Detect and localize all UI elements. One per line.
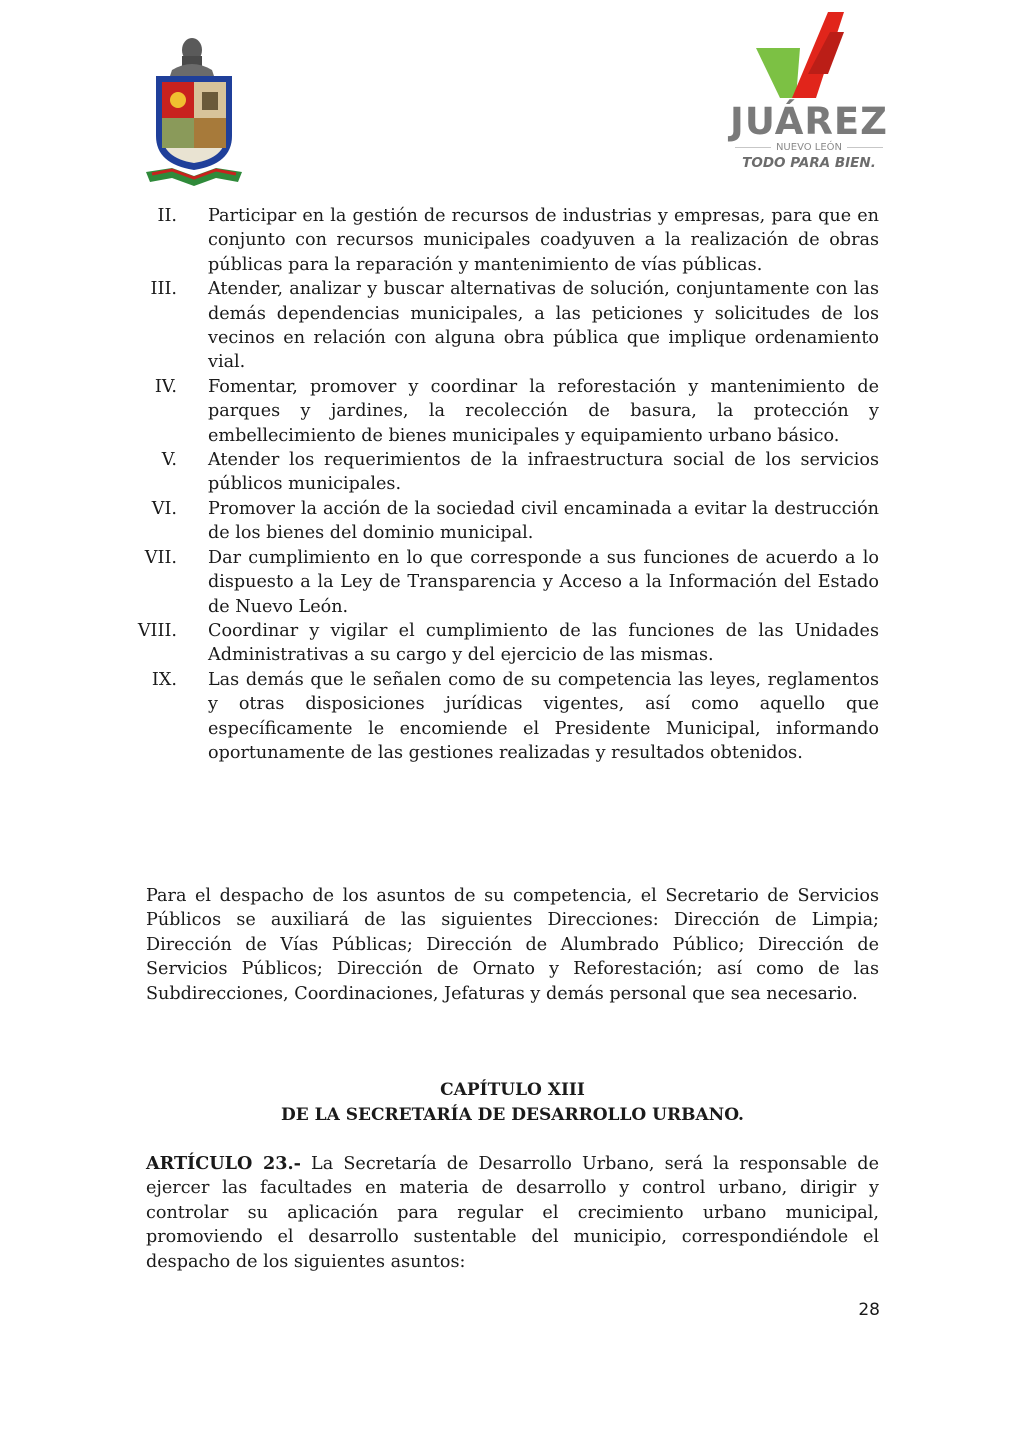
list-item-text: Dar cumplimiento en lo que corresponde a sus funciones de acuerdo a lo dispuesto a la Ley de Transparencia y Acceso a la Información del Estado de Nuevo León. — [208, 547, 879, 617]
list-item-number: III. — [150, 279, 177, 300]
page-number: 28 — [858, 1300, 880, 1320]
list-item — [132, 277, 879, 375]
article-23-paragraph — [146, 1152, 879, 1274]
article-text: La Secretaría de Desarrollo Urbano, será la responsable de ejercer las facultades en materia de desarrollo y control urbano, dirigir y controlar su aplicación para regular el crecimiento urbano municipal, promoviendo el desarrollo sustentable del municipio, correspondiéndole el despacho de los siguientes asuntos: — [146, 1154, 879, 1272]
municipal-crest-icon — [142, 36, 246, 186]
list-item — [132, 619, 879, 668]
list-item — [132, 375, 879, 448]
brand-tagline: TODO PARA BIEN. — [742, 155, 876, 171]
list-item-text: Atender los requerimientos de la infraestructura social de los servicios públicos municipales. — [208, 450, 879, 495]
brand-subtitle — [716, 142, 902, 153]
list-item — [132, 668, 879, 766]
brand-subtitle-text: NUEVO LEÓN — [775, 142, 843, 153]
list-item-number: VI. — [151, 498, 177, 519]
list-item — [132, 497, 879, 546]
chapter-title: DE LA SECRETARÍA DE DESARROLLO URBANO. — [281, 1105, 744, 1125]
list-item-number: IV. — [154, 376, 177, 397]
list-item-text: Coordinar y vigilar el cumplimiento de las funciones de las Unidades Administrativas a su cargo y del ejercicio de las mismas. — [208, 620, 879, 666]
list-item-number: II. — [157, 206, 177, 226]
list-item — [132, 204, 879, 277]
list-item-number: IX. — [151, 669, 177, 690]
list-item-text: Participar en la gestión de recursos de industrias y empresas, para que en conjunto con recursos municipales coadyuven a la realización de obras públicas para la reparación y mantenimiento de vías públicas. — [208, 206, 879, 275]
chapter-number: CAPÍTULO XIII — [440, 1080, 585, 1100]
directions-paragraph: Para el despacho de los asuntos de su competencia, el Secretario de Servicios Públicos se auxiliará de las siguientes Direcciones: Dirección de Limpia; Dirección de Vías Públicas; Dirección de Alumbrado Público; Dirección de Servicios Públicos; Dirección de Ornato y Reforestación; así como de las Subdirecciones, Coordinaciones, Jefaturas y demás personal que sea necesario. — [146, 886, 879, 1004]
juarez-brand-logo — [716, 12, 902, 177]
article-label: ARTÍCULO 23.- — [146, 1153, 301, 1174]
list-item — [132, 448, 879, 497]
list-item-number: VIII. — [137, 620, 177, 641]
list-item-number: V. — [161, 450, 177, 471]
brand-check-icon — [716, 12, 902, 100]
list-item-text: Atender, analizar y buscar alternativas de solución, conjuntamente con las demás dependencias municipales, a las peticiones y solicitudes de los vecinos en relación con alguna obra pública que implique ordenamiento vial. — [208, 279, 879, 373]
list-item-text: Las demás que le señalen como de su competencia las leyes, reglamentos y otras disposiciones jurídicas vigentes, así como aquello que específicamente le encomiende el Presidente Municipal, informando oportunamente de las gestiones realizadas y resultados obtenidos. — [208, 669, 879, 763]
list-item-text: Fomentar, promover y coordinar la reforestación y mantenimiento de parques y jardines, la recolección de basura, la protección y embellecimiento de bienes municipales y equipamiento urbano básico. — [208, 376, 879, 446]
attributions-list — [132, 204, 879, 765]
brand-name: JUÁREZ — [730, 100, 888, 143]
list-item-number: VII. — [144, 547, 177, 568]
list-item-text: Promover la acción de la sociedad civil encaminada a evitar la destrucción de los bienes del dominio municipal. — [208, 498, 879, 544]
list-item — [132, 546, 879, 619]
